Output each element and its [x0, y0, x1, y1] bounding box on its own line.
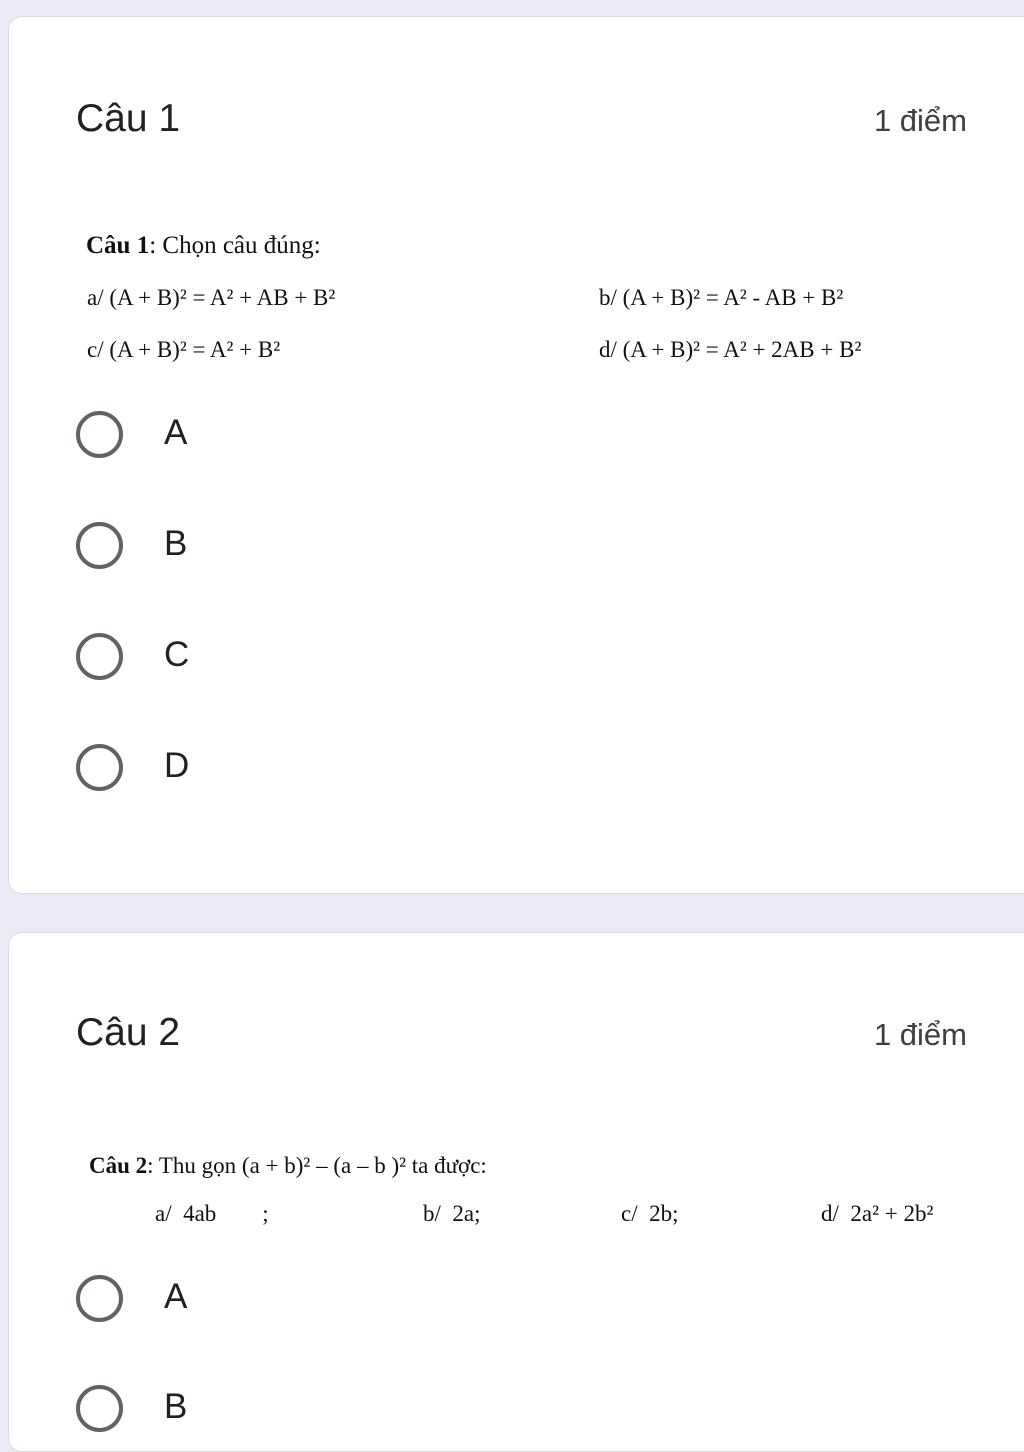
radio-button[interactable] — [76, 633, 123, 680]
radio-label: B — [164, 1387, 188, 1426]
prompt-text: : Chọn câu đúng: — [149, 232, 321, 259]
question-title: Câu 2 — [76, 1011, 181, 1054]
radio-button[interactable] — [76, 1275, 123, 1322]
radio-label: A — [164, 413, 188, 452]
option-text-d: d/ (A + B)² = A² + 2AB + B² — [599, 337, 862, 362]
question-prompt — [86, 232, 321, 260]
radio-button[interactable] — [76, 1385, 123, 1432]
option-text-c: c/ (A + B)² = A² + B² — [87, 337, 281, 362]
question-prompt — [89, 1153, 487, 1179]
option-text-d: d/ 2a² + 2b² — [821, 1201, 934, 1226]
option-text-a: a/ (A + B)² = A² + AB + B² — [87, 285, 336, 310]
option-text-b: b/ (A + B)² = A² - AB + B² — [599, 285, 844, 310]
option-text-b: b/ 2a; — [423, 1201, 481, 1226]
prompt-label: Câu 2 — [89, 1153, 148, 1178]
option-text-a: a/ 4ab ; — [155, 1201, 269, 1226]
radio-button[interactable] — [76, 522, 123, 569]
question-points: 1 điểm — [873, 1017, 967, 1052]
question-title: Câu 1 — [76, 97, 181, 140]
prompt-label: Câu 1 — [86, 232, 150, 259]
option-text-c: c/ 2b; — [621, 1201, 679, 1226]
radio-label: A — [164, 1277, 188, 1316]
radio-button[interactable] — [76, 744, 123, 791]
radio-label: C — [164, 635, 190, 674]
question-points: 1 điểm — [873, 103, 967, 138]
radio-button[interactable] — [76, 411, 123, 458]
prompt-text: : Thu gọn (a + b)² – (a – b )² ta được: — [147, 1153, 487, 1178]
radio-label: D — [164, 746, 190, 785]
question-card-1 — [8, 16, 1024, 894]
radio-label: B — [164, 524, 188, 563]
question-card-2 — [8, 932, 1024, 1452]
